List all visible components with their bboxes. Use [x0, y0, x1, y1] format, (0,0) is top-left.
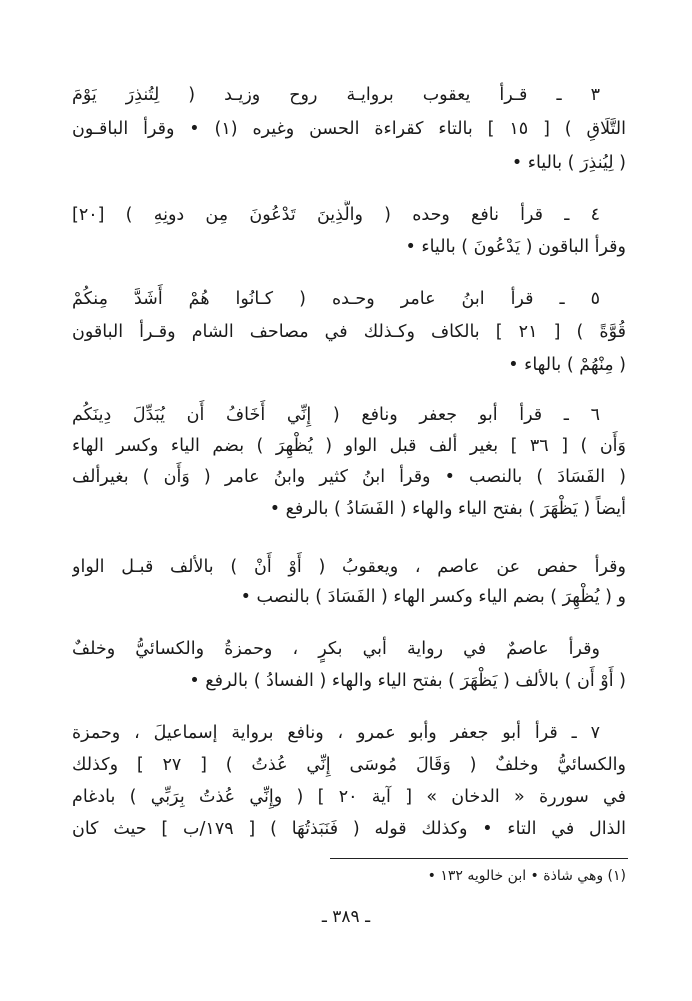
- paragraph-1-line-3: ( لِيُنذِرَ ) بالياء •: [511, 153, 626, 173]
- paragraph-7-line-4: الذال في التاء • وكذلك قوله ( فَنَبَذتُهَا ) [ ١٧٩/ب ] حيث كان: [72, 819, 626, 839]
- paragraph-3-line-3: ( مِنْهُمْ ) بالهاء •: [508, 355, 626, 375]
- paragraph-4-line-3: ( الفَسَادَ ) بالنصب • وقرأ ابنُ كثير وابنُ عامر ( وَأَن ) بغيرألف: [72, 467, 626, 487]
- paragraph-3-line-2: قُوَّةً ) [ ٢١ ] بالكاف وكـذلك في مصاحف الشام وقـرأ الباقون: [72, 322, 626, 342]
- paragraph-2-line-2: وقرأ الباقون ( يَدْعُونَ ) بالياء •: [405, 237, 626, 257]
- paragraph-7-line-1: ٧ ـ قرأ أبو جعفر وأبو عمرو ، ونافع برواية إسماعيلَ ، وحمزة: [72, 723, 600, 743]
- page-number: ـ ٣٨٩ ـ: [321, 907, 371, 927]
- paragraph-5-line-1: وقرأ حفص عن عاصم ، ويعقوبُ ( أَوْ أَنْ ) بالألف قبـل الواو: [72, 557, 626, 577]
- paragraph-7-line-3: في سوررة « الدخان » [ آية ٢٠ ] ( وإِنِّي عُذتُ بِرَبِّي ) بادغام: [72, 787, 626, 807]
- paragraph-1-line-2: التَّلَاقِ ) [ ١٥ ] بالتاء كقراءة الحسن وغيره (١) • وقرأ الباقـون: [72, 119, 626, 139]
- paragraph-7-line-2: والكسائيُّ وخلفٌ ( وَقَالَ مُوسَى إِنِّي عُذتُ ) [ ٢٧ ] وكذلك: [72, 755, 626, 775]
- paragraph-6-line-1: وقرأ عاصمٌ في رواية أبي بكرٍ ، وحمزةُ والكسائيُّ وخلفٌ: [72, 639, 600, 659]
- footnote: (١) وهي شاذة • ابن خالويه ١٣٢ •: [427, 868, 626, 884]
- paragraph-3-line-1: ٥ ـ قرأ ابنُ عامر وحـده ( كـانُوا هُمْ أَشَدَّ مِنكُمْ: [72, 289, 600, 309]
- paragraph-2-line-1: ٤ ـ قرأ نافع وحده ( والَّذِينَ تَدْعُونَ مِن دونِهِ ) [٢٠]: [72, 205, 600, 225]
- footnote-divider: [330, 858, 628, 859]
- paragraph-5-line-2: و ( يُظْهِرَ ) بضم الياء وكسر الهاء ( الفَسَادَ ) بالنصب •: [240, 587, 626, 607]
- paragraph-4-line-1: ٦ ـ قرأ أبو جعفر ونافع ( إِنِّي أَخَافُ أَن يُبَدِّلَ دِينَكُم: [72, 405, 600, 425]
- paragraph-4-line-2: وَأَن ) [ ٣٦ ] بغير ألف قبل الواو ( يُظْهِرَ ) بضم الياء وكسر الهاء: [72, 436, 626, 456]
- paragraph-4-line-4: أيضاً ( يَظْهَرَ ) بفتح الياء والهاء ( الفَسَادُ ) بالرفع •: [269, 499, 626, 519]
- paragraph-1-line-1: ٣ ـ قـرأ يعقوب بروايـة روح وزيـد ( لِتُنذِرَ يَوْمَ: [72, 85, 600, 105]
- paragraph-6-line-2: ( أَوْ أَن ) بالألف ( يَظْهَرَ ) بفتح الياء والهاء ( الفسادُ ) بالرفع •: [189, 671, 626, 691]
